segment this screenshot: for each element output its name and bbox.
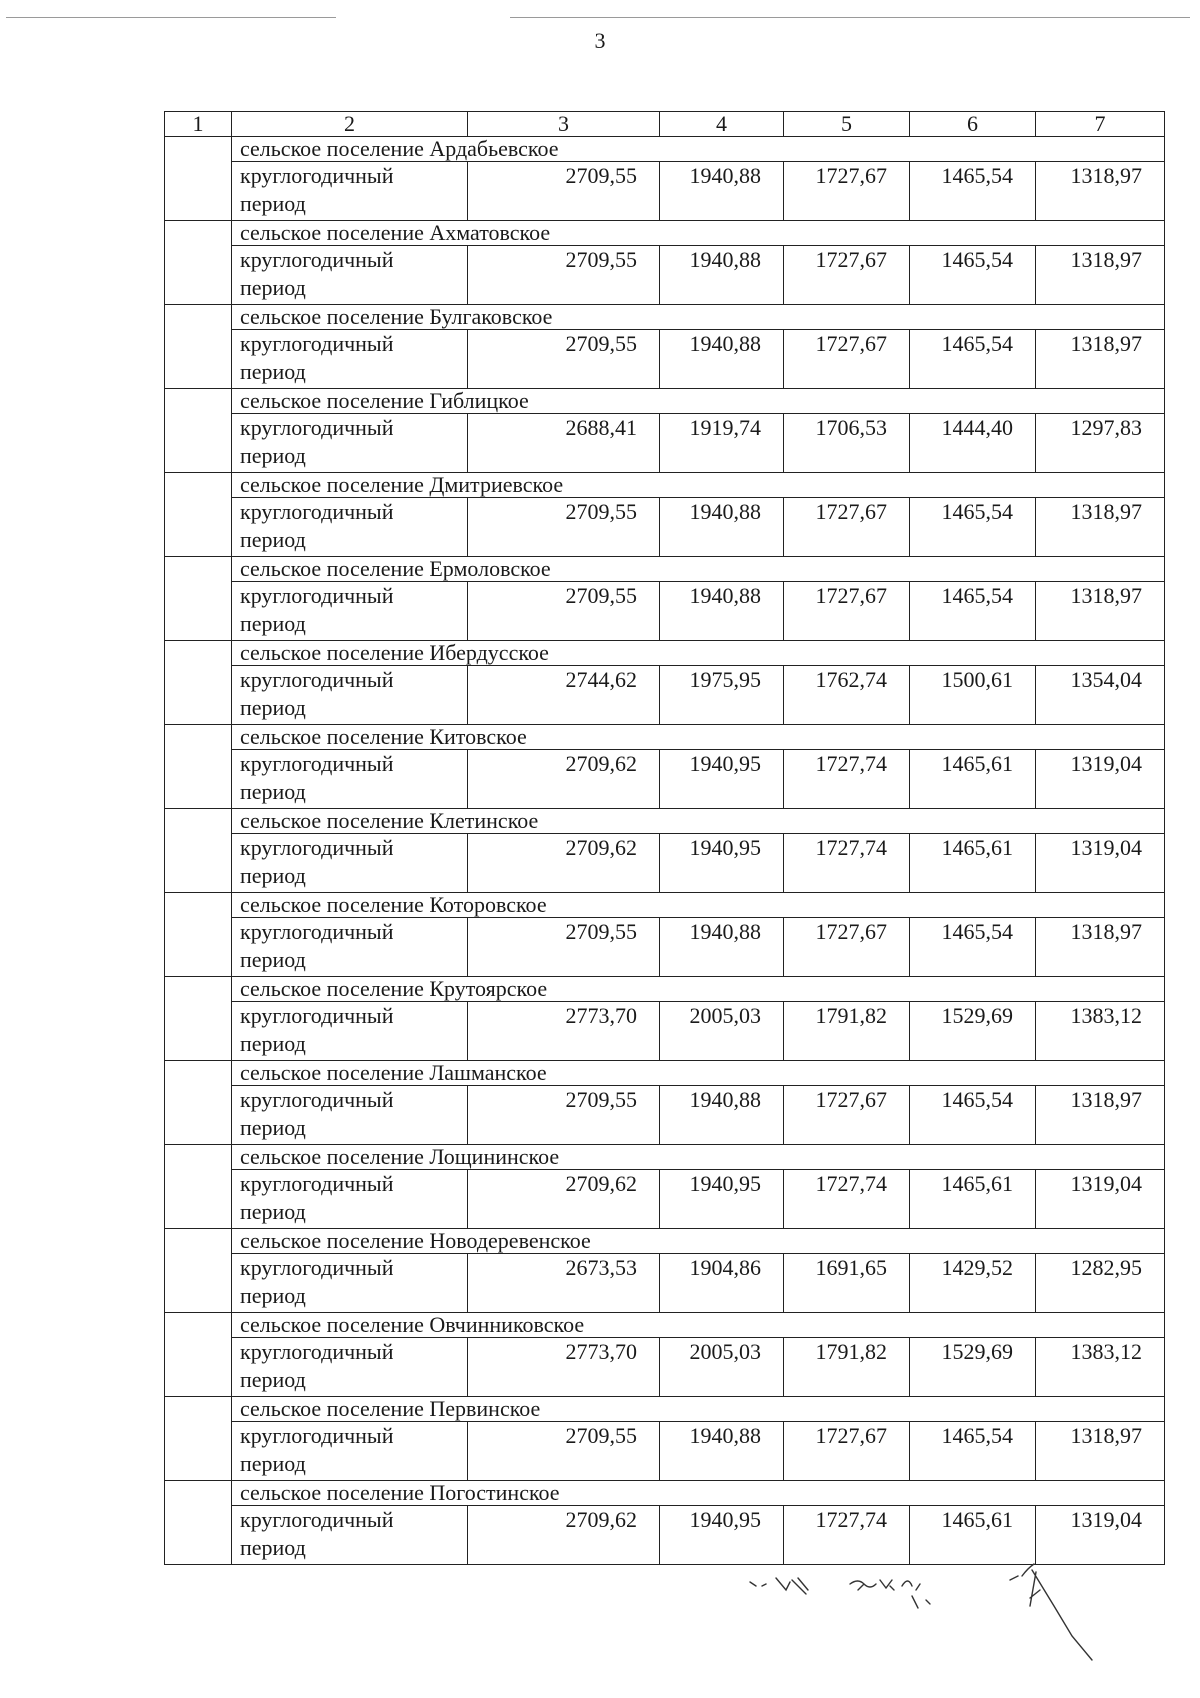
period-label [232,414,468,473]
period-label-line1: круглогодичный [240,1255,394,1280]
tariff-value-col-3: 2709,55 [468,582,660,641]
period-label [232,834,468,893]
row-number-cell [165,1145,232,1229]
tariff-value-col-7: 1318,97 [1036,918,1165,977]
period-label [232,582,468,641]
period-label-line1: круглогодичный [240,667,394,692]
row-number-cell [165,473,232,557]
tariff-value-col-4: 1940,88 [660,1086,784,1145]
settlement-name: сельское поселение Лашманское [232,1061,1165,1086]
tariff-value-col-5: 1727,67 [784,918,910,977]
tariff-value-col-6: 1465,54 [910,1422,1036,1481]
tariff-value-col-6: 1465,61 [910,1506,1036,1565]
tariff-value-col-5: 1762,74 [784,666,910,725]
row-number-cell [165,893,232,977]
row-number-cell [165,557,232,641]
period-label-line2: период [240,443,306,468]
tariff-value-col-5: 1791,82 [784,1338,910,1397]
period-label [232,918,468,977]
period-label [232,246,468,305]
tariff-value-col-4: 1940,88 [660,246,784,305]
period-label-line1: круглогодичный [240,331,394,356]
tariff-value-col-4: 1940,88 [660,498,784,557]
tariff-value-col-7: 1318,97 [1036,582,1165,641]
period-label-line1: круглогодичный [240,163,394,188]
period-row [165,582,1165,641]
tariff-value-col-5: 1727,74 [784,1170,910,1229]
tariff-value-col-6: 1465,54 [910,498,1036,557]
settlement-name: сельское поселение Крутоярское [232,977,1165,1002]
header-cell: 2 [232,112,468,137]
period-row [165,414,1165,473]
period-row [165,1254,1165,1313]
settlement-name: сельское поселение Ардабьевское [232,137,1165,162]
period-label-line1: круглогодичный [240,751,394,776]
tariff-value-col-4: 1940,88 [660,162,784,221]
settlement-name: сельское поселение Дмитриевское [232,473,1165,498]
row-number-cell [165,1313,232,1397]
period-label-line1: круглогодичный [240,1003,394,1028]
tariff-value-col-7: 1318,97 [1036,498,1165,557]
period-row [165,1338,1165,1397]
period-label-line2: период [240,1283,306,1308]
tariff-value-col-5: 1727,67 [784,1086,910,1145]
tariff-value-col-6: 1465,61 [910,750,1036,809]
period-label [232,1506,468,1565]
tariff-value-col-4: 1940,88 [660,330,784,389]
period-label-line2: период [240,1115,306,1140]
period-label-line1: круглогодичный [240,1423,394,1448]
settlement-row [165,389,1165,414]
signature-scribble [740,1550,1120,1680]
period-label-line2: период [240,1535,306,1560]
tariff-value-col-3: 2773,70 [468,1002,660,1061]
tariff-value-col-5: 1727,67 [784,498,910,557]
settlement-name: сельское поселение Ахматовское [232,221,1165,246]
period-row [165,330,1165,389]
tariff-value-col-7: 1354,04 [1036,666,1165,725]
tariff-value-col-7: 1383,12 [1036,1002,1165,1061]
period-label-line2: период [240,1199,306,1224]
tariff-value-col-6: 1500,61 [910,666,1036,725]
tariff-value-col-7: 1282,95 [1036,1254,1165,1313]
row-number-cell [165,1061,232,1145]
period-label-line2: период [240,947,306,972]
settlement-name: сельское поселение Новодеревенское [232,1229,1165,1254]
period-label [232,330,468,389]
tariff-value-col-7: 1318,97 [1036,1422,1165,1481]
period-label-line1: круглогодичный [240,583,394,608]
tariff-value-col-4: 1940,95 [660,750,784,809]
period-row [165,1086,1165,1145]
tariff-value-col-7: 1318,97 [1036,1086,1165,1145]
settlement-row [165,137,1165,162]
settlement-row [165,1313,1165,1338]
header-cell: 6 [910,112,1036,137]
tariff-value-col-6: 1465,54 [910,330,1036,389]
period-label [232,1002,468,1061]
header-cell: 5 [784,112,910,137]
period-label [232,1254,468,1313]
tariff-value-col-3: 2673,53 [468,1254,660,1313]
settlement-name: сельское поселение Ибердусское [232,641,1165,666]
tariff-value-col-5: 1727,67 [784,246,910,305]
tariff-value-col-3: 2709,55 [468,1422,660,1481]
tariff-value-col-3: 2744,62 [468,666,660,725]
period-label-line1: круглогодичный [240,1507,394,1532]
settlement-row [165,1145,1165,1170]
tariff-value-col-5: 1727,74 [784,834,910,893]
tariff-table [164,111,1165,1565]
tariff-value-col-3: 2709,55 [468,330,660,389]
scan-artifact-line [6,17,336,18]
period-row [165,162,1165,221]
header-cell: 3 [468,112,660,137]
tariff-value-col-7: 1383,12 [1036,1338,1165,1397]
period-label [232,162,468,221]
period-row [165,1170,1165,1229]
settlement-name: сельское поселение Клетинское [232,809,1165,834]
header-cell: 1 [165,112,232,137]
scan-artifact-line [510,17,1190,18]
tariff-value-col-7: 1318,97 [1036,162,1165,221]
tariff-value-col-5: 1791,82 [784,1002,910,1061]
period-label [232,1422,468,1481]
tariff-value-col-5: 1691,65 [784,1254,910,1313]
row-number-cell [165,641,232,725]
tariff-value-col-7: 1319,04 [1036,1170,1165,1229]
tariff-value-col-5: 1727,67 [784,582,910,641]
row-number-cell [165,221,232,305]
tariff-value-col-6: 1444,40 [910,414,1036,473]
tariff-value-col-6: 1529,69 [910,1002,1036,1061]
period-label-line1: круглогодичный [240,247,394,272]
period-row [165,498,1165,557]
period-label-line2: период [240,275,306,300]
tariff-value-col-6: 1465,54 [910,582,1036,641]
row-number-cell [165,305,232,389]
period-label [232,750,468,809]
settlement-name: сельское поселение Лощининское [232,1145,1165,1170]
tariff-value-col-4: 1904,86 [660,1254,784,1313]
tariff-value-col-4: 1940,88 [660,1422,784,1481]
tariff-value-col-6: 1465,61 [910,834,1036,893]
tariff-value-col-3: 2709,62 [468,750,660,809]
tariff-value-col-3: 2709,62 [468,1170,660,1229]
period-row [165,246,1165,305]
tariff-value-col-7: 1318,97 [1036,330,1165,389]
period-label-line1: круглогодичный [240,835,394,860]
period-label-line2: период [240,695,306,720]
tariff-value-col-3: 2709,62 [468,1506,660,1565]
settlement-name: сельское поселение Которовское [232,893,1165,918]
settlement-row [165,725,1165,750]
period-row [165,1422,1165,1481]
tariff-value-col-3: 2688,41 [468,414,660,473]
tariff-value-col-7: 1319,04 [1036,834,1165,893]
tariff-value-col-3: 2709,55 [468,918,660,977]
tariff-value-col-5: 1727,67 [784,330,910,389]
header-cell: 7 [1036,112,1165,137]
tariff-value-col-5: 1727,67 [784,162,910,221]
period-label-line1: круглогодичный [240,919,394,944]
tariff-value-col-6: 1465,54 [910,1086,1036,1145]
settlement-name: сельское поселение Булгаковское [232,305,1165,330]
tariff-value-col-5: 1727,74 [784,1506,910,1565]
settlement-row [165,1481,1165,1506]
row-number-cell [165,809,232,893]
period-row [165,666,1165,725]
tariff-value-col-6: 1429,52 [910,1254,1036,1313]
settlement-row [165,221,1165,246]
settlement-row [165,641,1165,666]
period-label-line2: период [240,359,306,384]
row-number-cell [165,1229,232,1313]
row-number-cell [165,389,232,473]
settlement-row [165,557,1165,582]
tariff-value-col-4: 1940,95 [660,1506,784,1565]
settlement-row [165,809,1165,834]
tariff-value-col-7: 1319,04 [1036,750,1165,809]
settlement-row [165,1061,1165,1086]
period-label [232,666,468,725]
settlement-row [165,977,1165,1002]
period-label [232,1086,468,1145]
tariff-value-col-4: 1919,74 [660,414,784,473]
tariff-value-col-4: 1940,95 [660,1170,784,1229]
period-label-line1: круглогодичный [240,1171,394,1196]
tariff-value-col-4: 1940,88 [660,582,784,641]
settlement-name: сельское поселение Китовское [232,725,1165,750]
period-row [165,918,1165,977]
tariff-value-col-4: 1940,95 [660,834,784,893]
period-label-line1: круглогодичный [240,415,394,440]
settlement-row [165,1229,1165,1254]
period-label-line2: период [240,1367,306,1392]
tariff-value-col-7: 1318,97 [1036,246,1165,305]
tariff-value-col-3: 2709,55 [468,1086,660,1145]
table-header-row [165,112,1165,137]
period-label-line2: период [240,1451,306,1476]
tariff-value-col-6: 1529,69 [910,1338,1036,1397]
tariff-value-col-4: 2005,03 [660,1002,784,1061]
tariff-value-col-3: 2709,55 [468,162,660,221]
settlement-name: сельское поселение Ермоловское [232,557,1165,582]
tariff-value-col-6: 1465,61 [910,1170,1036,1229]
period-label-line1: круглогодичный [240,1087,394,1112]
tariff-value-col-3: 2709,55 [468,246,660,305]
row-number-cell [165,725,232,809]
row-number-cell [165,1397,232,1481]
settlement-name: сельское поселение Овчинниковское [232,1313,1165,1338]
tariff-value-col-3: 2773,70 [468,1338,660,1397]
settlement-row [165,893,1165,918]
tariff-value-col-6: 1465,54 [910,918,1036,977]
settlement-name: сельское поселение Первинское [232,1397,1165,1422]
tariff-value-col-5: 1727,67 [784,1422,910,1481]
row-number-cell [165,977,232,1061]
period-row [165,1002,1165,1061]
tariff-value-col-4: 1940,88 [660,918,784,977]
period-row [165,750,1165,809]
settlement-row [165,473,1165,498]
tariff-value-col-7: 1297,83 [1036,414,1165,473]
page-number: 3 [594,28,606,53]
settlement-row [165,305,1165,330]
period-label-line2: период [240,1031,306,1056]
period-label-line2: период [240,527,306,552]
tariff-value-col-4: 1975,95 [660,666,784,725]
period-label-line2: период [240,863,306,888]
settlement-name: сельское поселение Гиблицкое [232,389,1165,414]
period-label-line2: период [240,779,306,804]
tariff-value-col-7: 1319,04 [1036,1506,1165,1565]
tariff-value-col-3: 2709,55 [468,498,660,557]
period-label-line1: круглогодичный [240,499,394,524]
period-label-line2: период [240,191,306,216]
tariff-value-col-6: 1465,54 [910,246,1036,305]
settlement-name: сельское поселение Погостинское [232,1481,1165,1506]
period-row [165,834,1165,893]
tariff-value-col-6: 1465,54 [910,162,1036,221]
period-label-line1: круглогодичный [240,1339,394,1364]
period-label [232,1338,468,1397]
tariff-value-col-4: 2005,03 [660,1338,784,1397]
period-label-line2: период [240,611,306,636]
row-number-cell [165,137,232,221]
tariff-value-col-5: 1706,53 [784,414,910,473]
period-label [232,498,468,557]
tariff-value-col-5: 1727,74 [784,750,910,809]
settlement-row [165,1397,1165,1422]
row-number-cell [165,1481,232,1565]
tariff-value-col-3: 2709,62 [468,834,660,893]
period-label [232,1170,468,1229]
header-cell: 4 [660,112,784,137]
